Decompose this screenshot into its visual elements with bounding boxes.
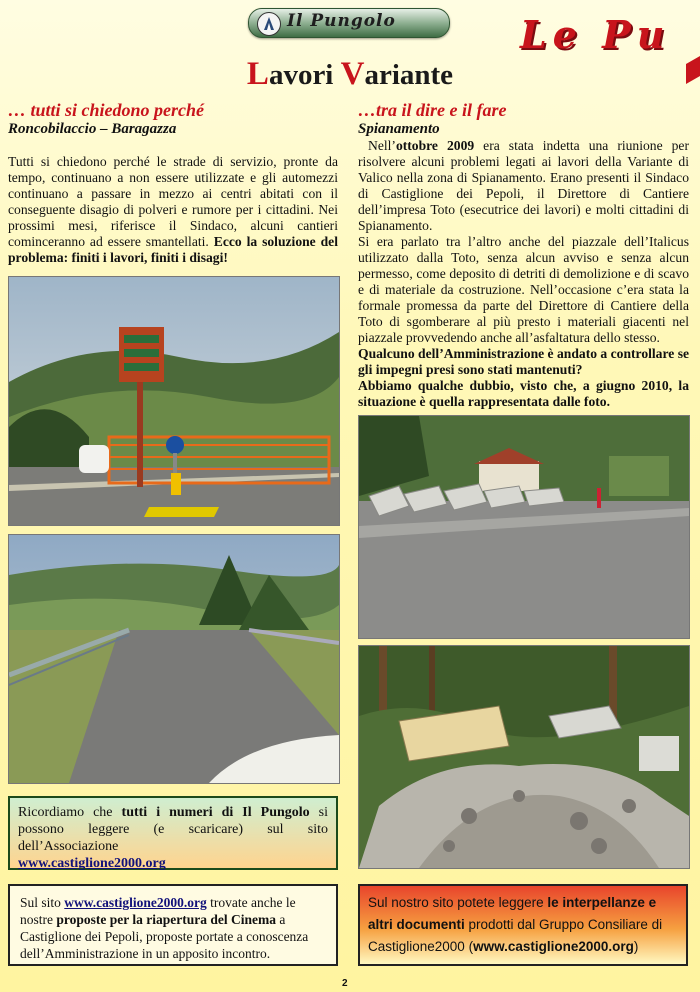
left-article-subheading: Roncobilaccio – Baragazza xyxy=(8,121,177,137)
photo-parking-area xyxy=(358,415,690,639)
photo-debris-pile xyxy=(358,645,690,869)
website-link[interactable]: www.castiglione2000.org xyxy=(18,856,166,871)
website-link[interactable]: www.castiglione2000.org xyxy=(473,939,634,954)
documents-notice-box: Sul nostro sito potete leggere le interpellanze e altri documenti prodotti dal Gruppo Consiliare di Castiglione2000 (www.castiglione2000.org) xyxy=(358,884,688,966)
decorative-heading: Le Pu xyxy=(520,12,671,57)
left-article-heading: … tutti si chiedono perché xyxy=(8,100,205,120)
photo-road-signs xyxy=(8,276,340,526)
cinema-proposal-box: Sul sito www.castiglione2000.org trovate anche le nostre proposte per la riapertura del Cinema a Castiglione dei Pepoli, proposte portate a conoscenza dell’Amministrazione in un apposito incontro. xyxy=(8,884,338,966)
masthead-banner xyxy=(248,8,450,38)
right-article-heading: …tra il dire e il fare xyxy=(358,100,507,120)
right-article-body: Nell’ottobre 2009 era stata indetta una riunione per risolvere alcuni problemi legati ai lavori della Variante di Valico nella zona di Spianamento. Erano presenti il Sindaco di Castiglione dei Pepoli, il Direttore di Cantiere dell’impresa Toto (esecutrice dei lavori) e molti cittadini di Spianamento. Si era parlato tra l’altro anche del piazzale dell’Italicus utilizzato dalla Toto, senza alcun avviso e senza alcun permesso, come deposito di detriti di demolizione e di scavo e di materiale da costruzione. Nell’occasione c’era stata la formale promessa da parte del Direttore di Cantiere della Toto di sgomberare al più presto i materiali giacenti nel piazzale provvedendo anche all’asfaltatura dello stesso. Qualcuno dell’Amministrazione è andato a controllare se gli impegni presi sono stati mantenuti? Abbiamo qualche dubbio, visto che, a giugno 2010, la situazione è quella rappresentata dalle foto. xyxy=(358,138,690,409)
archive-notice-box: Ricordiamo che tutti i numeri di Il Pungolo si possono leggere (e scaricare) sul sito dell’Associazione www.castiglione2000.org xyxy=(8,796,338,870)
association-logo-icon xyxy=(257,12,281,36)
left-article-body: Tutti si chiedono perché le strade di servizio, pronte da tempo, continuano a non essere utilizzate e gli automezzi continuano a passare in mezzo ai centri abitati con il conseguente disagio di polveri e rumore per i cittadini. Nei prossimi mesi, riferisce il Sindaco, alcuni cantieri cominceranno ad essere smantellati. Ecco la soluzione del problema: finiti i lavori, finiti i disagi! xyxy=(8,154,338,265)
right-article-subheading: Spianamento xyxy=(358,121,440,137)
page-title: Lavori Variante xyxy=(246,56,454,92)
page-number: 2 xyxy=(342,978,348,989)
photo-new-road xyxy=(8,534,340,784)
website-link[interactable]: www.castiglione2000.org xyxy=(64,895,207,910)
publication-name: Il Pungolo xyxy=(287,11,396,31)
